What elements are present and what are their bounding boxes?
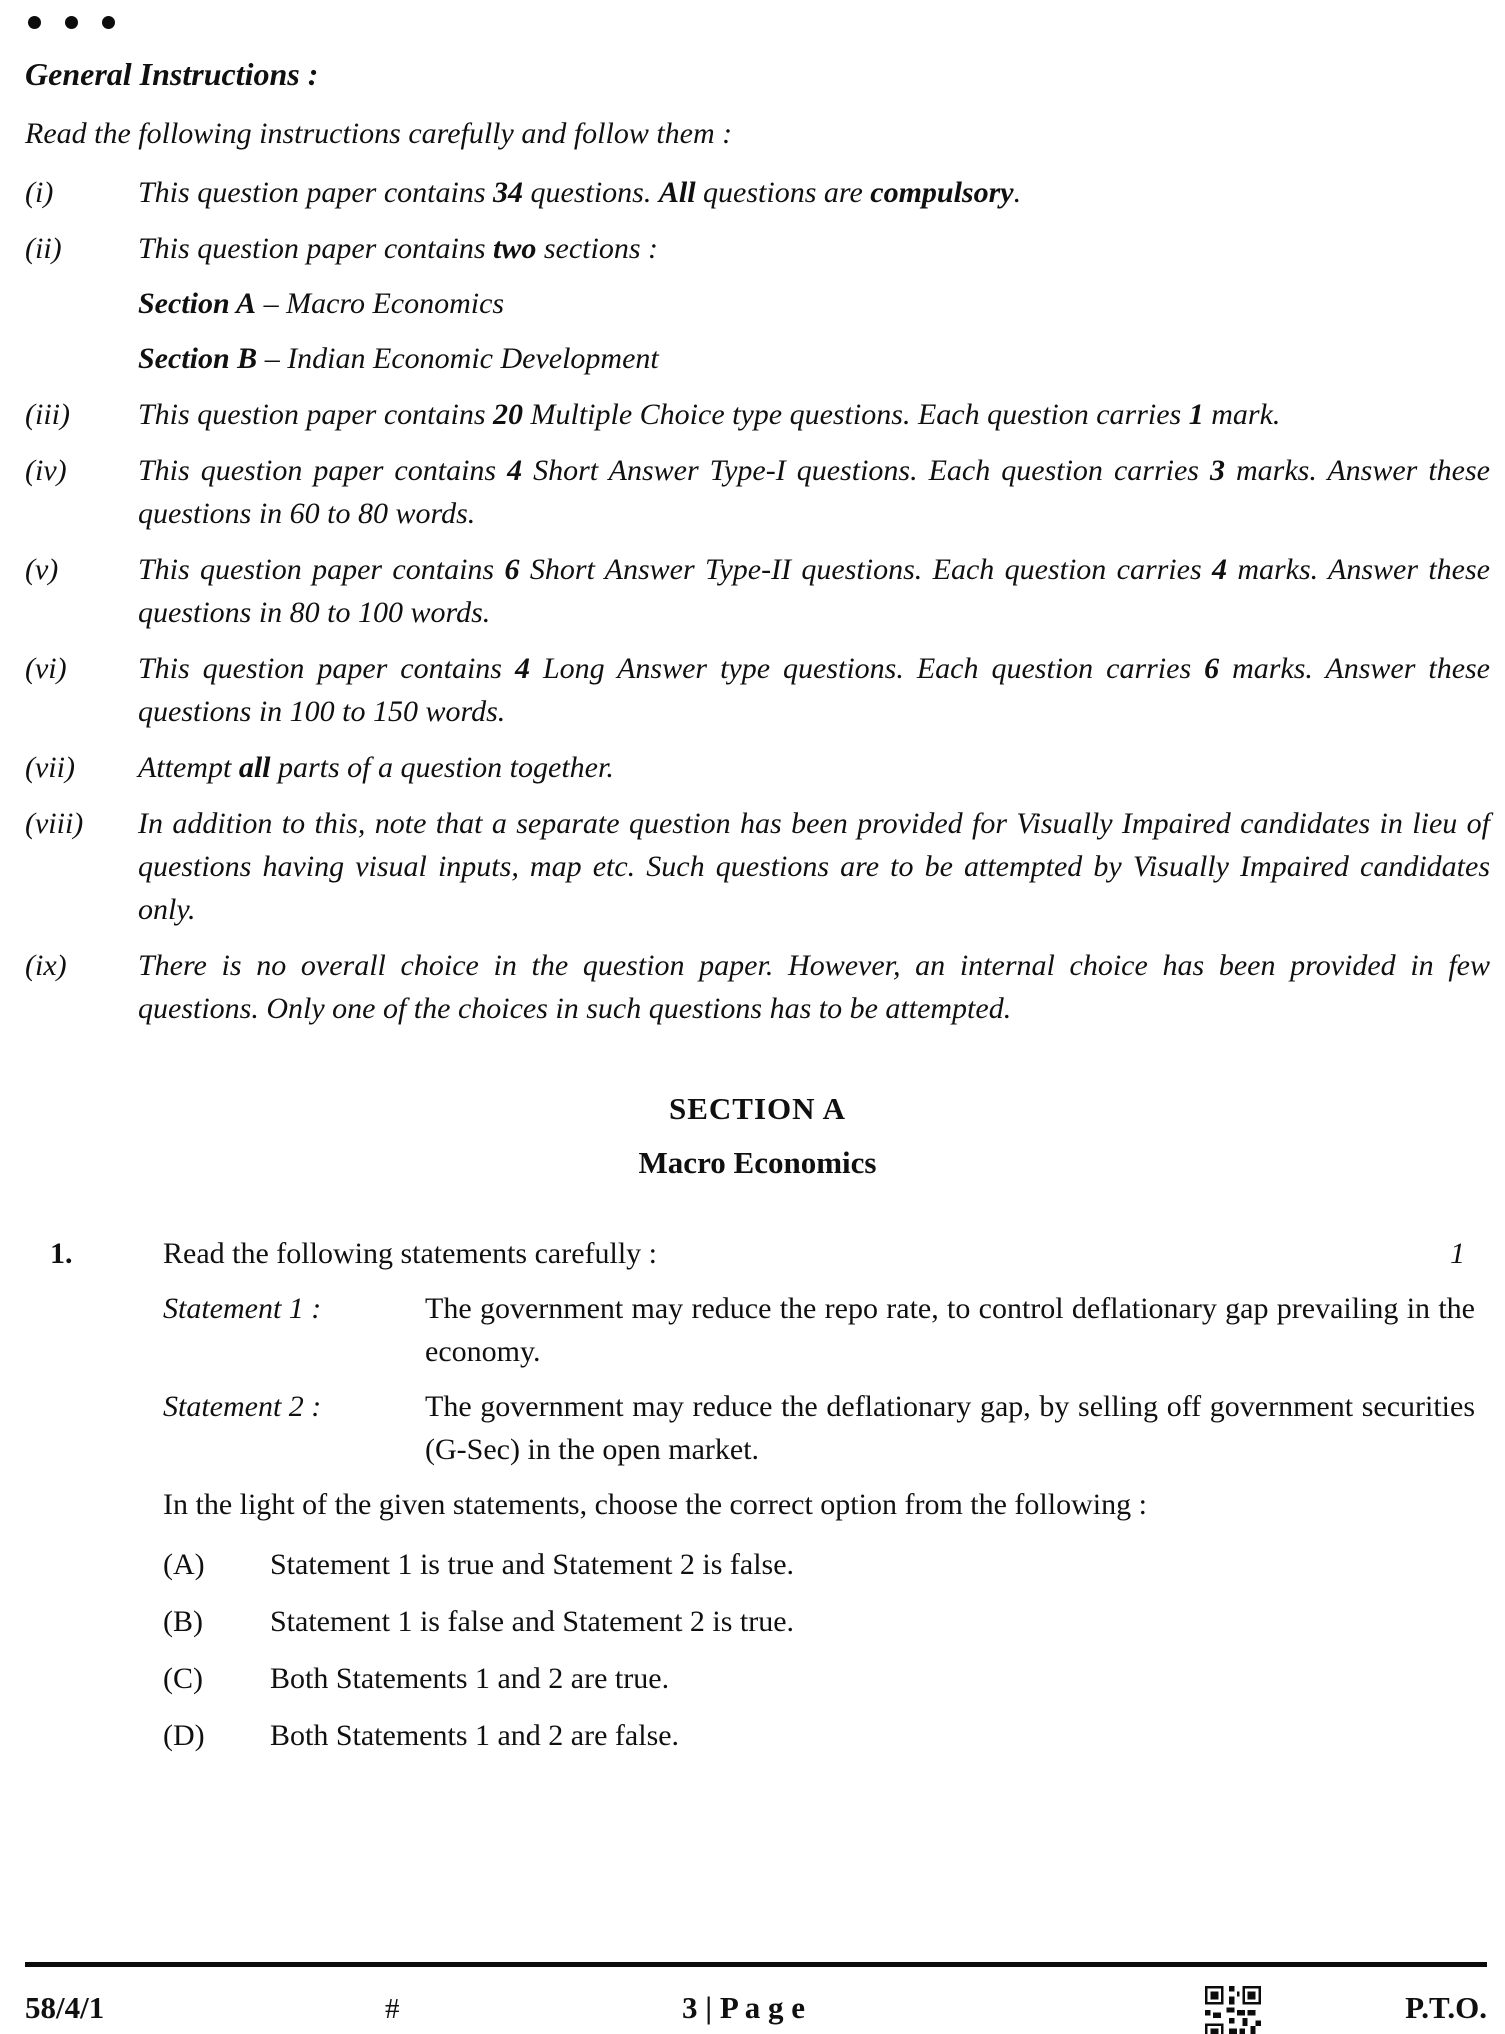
statement-label: Statement 1 : [163,1292,322,1325]
statement-label: Statement 2 : [163,1390,322,1423]
option-text: Statement 1 is true and Statement 2 is false. [270,1548,795,1581]
instruction-label: (viii) [25,807,84,840]
page-title: General Instructions : [25,56,319,92]
instruction-label: (i) [25,176,54,209]
instruction-text: Attempt all parts of a question together. [138,751,614,784]
instruction-item [25,746,1490,789]
instructions-list [25,171,1490,1030]
instruction-label: (vii) [25,751,75,784]
instruction-body [138,171,1490,214]
footer-rule [25,1962,1487,1967]
instruction-text: This question paper contains 34 questions. All questions are compulsory. [138,176,1022,209]
option-item [163,1600,1475,1643]
options-list [163,1543,1475,1757]
instruction-text: This question paper contains 4 Long Answer type questions. Each question carries 6 marks. Answer these questions in 100 to 150 words. [138,652,1491,728]
statement-text: The government may reduce the repo rate, to control deflationary gap prevailing in the economy. [425,1292,1475,1368]
option-label: (A) [163,1548,205,1581]
instruction-subline: Section A – Macro Economics [138,287,505,320]
instruction-item [25,171,1490,214]
instruction-body [138,449,1490,535]
dot-icon [65,16,78,29]
instruction-body [138,802,1490,931]
intro-text: Read the following instructions carefully and follow them : [25,117,733,150]
dot-icon [28,16,41,29]
section-title: SECTION A [669,1091,846,1126]
instruction-label: (vi) [25,652,67,685]
instruction-item [25,393,1490,436]
instruction-body [138,944,1490,1030]
instruction-text: There is no overall choice in the question paper. However, an internal choice has been provided in few questions. Only one of the choices in such questions has to be attempted. [138,949,1490,1025]
section-subtitle: Macro Economics [638,1145,877,1180]
question-text: Read the following statements carefully : [163,1237,658,1270]
question-body [163,1232,1475,1771]
question-lead: In the light of the given statements, choose the correct option from the following : [163,1488,1147,1521]
question-number: 1. [50,1237,73,1270]
instruction-body [138,227,1490,380]
instruction-item [25,449,1490,535]
option-text: Both Statements 1 and 2 are false. [270,1719,680,1752]
instruction-body [138,393,1490,436]
option-text: Statement 1 is false and Statement 2 is true. [270,1605,795,1638]
instruction-text: In addition to this, note that a separate question has been provided for Visually Impaired candidates in lieu of questions having visual inputs, map etc. Such questions are to be attempted by Visually Impaired candidates only. [138,807,1490,926]
page-indicator: 3 | P a g e [682,1990,806,2025]
instruction-label: (ix) [25,949,67,982]
option-text: Both Statements 1 and 2 are true. [270,1662,670,1695]
instruction-label: (v) [25,553,59,586]
corner-dots-icon [28,16,1490,30]
instruction-label: (iii) [25,398,70,431]
instruction-item [25,548,1490,634]
instruction-label: (ii) [25,232,62,265]
instruction-label: (iv) [25,454,67,487]
instruction-item [25,227,1490,380]
option-item [163,1657,1475,1700]
option-item [163,1543,1475,1586]
instruction-text: This question paper contains two sections : [138,232,659,265]
page-footer [0,1962,1505,2034]
instruction-text: This question paper contains 4 Short Answer Type-I questions. Each question carries 3 marks. Answer these questions in 60 to 80 words. [138,454,1490,530]
instruction-item [25,944,1490,1030]
statement-text: The government may reduce the deflationary gap, by selling off government securities (G-Sec) in the open market. [425,1390,1475,1466]
hash-mark: # [385,1993,400,2025]
paper-code: 58/4/1 [25,1990,105,2025]
option-label: (C) [163,1662,203,1695]
section-heading [25,1088,1490,1184]
instruction-body [138,746,1490,789]
pto-label: P.T.O. [1405,1990,1487,2025]
option-label: (D) [163,1719,205,1752]
instruction-text: This question paper contains 6 Short Answer Type-II questions. Each question carries 4 marks. Answer these questions in 80 to 100 words. [138,553,1490,629]
question-marks: 1 [1450,1237,1465,1270]
instruction-body [138,548,1490,634]
instruction-subline: Section B – Indian Economic Development [138,342,659,375]
dot-icon [102,16,115,29]
question-1 [50,1232,1475,1771]
qr-code-icon [1205,1986,1261,2034]
statement-row [163,1287,1475,1373]
option-label: (B) [163,1605,203,1638]
instruction-text: This question paper contains 20 Multiple Choice type questions. Each question carries 1 mark. [138,398,1281,431]
instruction-item [25,802,1490,931]
statement-row [163,1385,1475,1471]
instruction-item [25,647,1490,733]
instruction-body [138,647,1490,733]
option-item [163,1714,1475,1757]
